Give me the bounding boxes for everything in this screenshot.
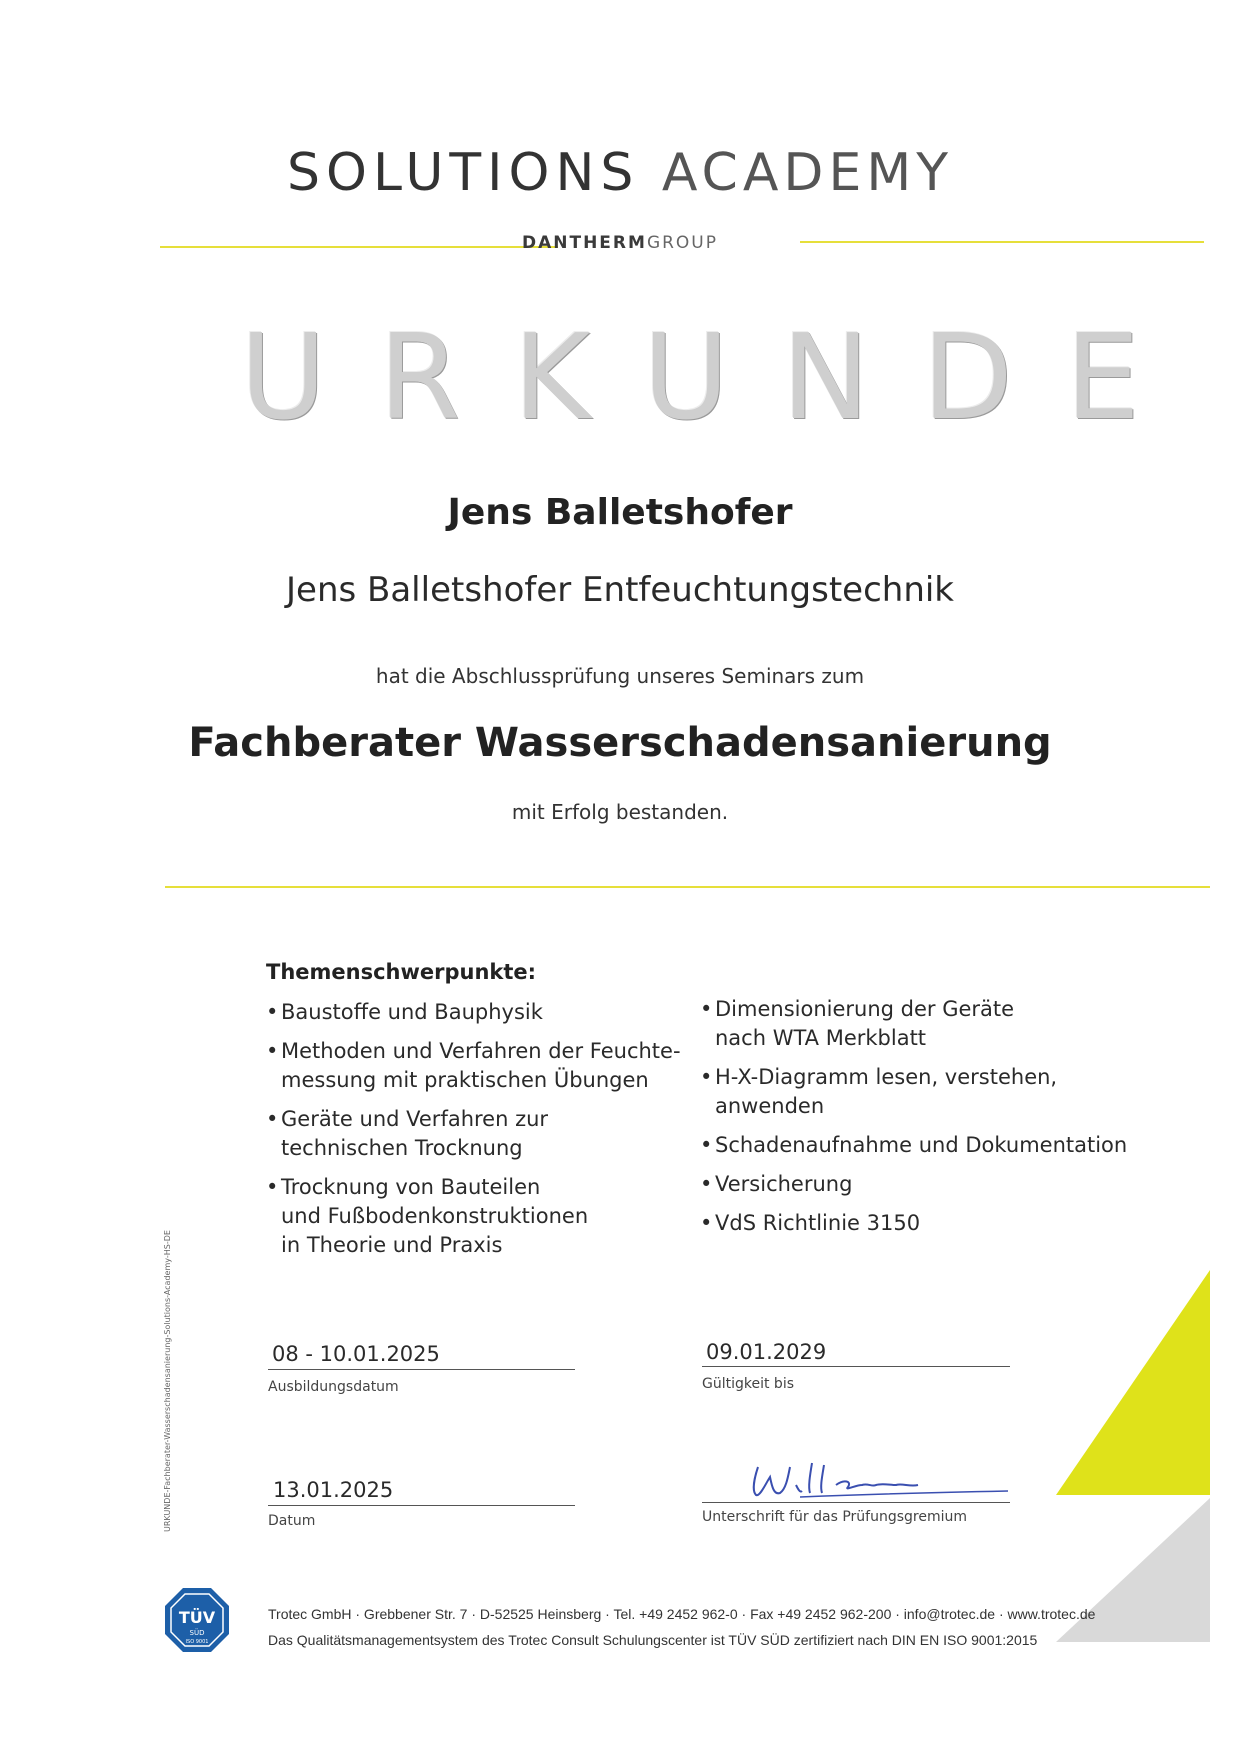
topic-item [266, 1105, 686, 1163]
bullet: • [266, 1000, 279, 1024]
bullet: • [700, 1133, 713, 1157]
signature-image [740, 1455, 1020, 1505]
bullet: • [700, 997, 713, 1021]
valid-until-line [702, 1366, 1010, 1367]
topic-item [266, 998, 686, 1027]
bullet: • [266, 1039, 279, 1063]
topic-text: Trocknung von Bauteilen und Fußbodenkonstruktionen in Theorie und Praxis [281, 1175, 589, 1257]
bullet: • [700, 1172, 713, 1196]
statement-result: mit Erfolg bestanden. [511, 800, 729, 824]
topic-text: Methoden und Verfahren der Feuchte- messung mit praktischen Übungen [281, 1039, 681, 1092]
topic-item [700, 1170, 1140, 1199]
group-label [0, 233, 1240, 253]
topic-item [700, 995, 1140, 1053]
topic-text: VdS Richtlinie 3150 [715, 1211, 921, 1235]
footer-contact: Trotec GmbH · Grebbener Str. 7 · D-52525 Heinsberg · Tel. +49 2452 962-0 · Fax +49 2452 962-200 · info@trotec.de · www.trotec.de [268, 1606, 1096, 1622]
bullet: • [266, 1107, 279, 1131]
title-letter: U [642, 308, 730, 446]
footer-certification: Das Qualitätsmanagementsystem des Trotec Consult Schulungscenter ist TÜV SÜD zertifiziert nach DIN EN ISO 9001:2015 [268, 1632, 1038, 1648]
brand-part-academy: ACADEMY [661, 143, 953, 203]
bullet: • [266, 1175, 279, 1199]
training-date-line [268, 1369, 575, 1370]
training-date-label: Ausbildungsdatum [268, 1379, 399, 1395]
badge-sub-text: SÜD [189, 1629, 205, 1637]
certificate-title [240, 308, 1140, 446]
topics-heading: Themenschwerpunkte: [266, 960, 537, 984]
recipient-company: Jens Balletshofer Entfeuchtungstechnik [286, 570, 954, 610]
topic-text: H-X-Diagramm lesen, verstehen, anwenden [715, 1065, 1058, 1118]
seminar-title: Fachberater Wasserschadensanierung [188, 720, 1052, 766]
topic-item [700, 1131, 1140, 1160]
topic-item [700, 1209, 1140, 1238]
badge-main-text: TÜV [178, 1608, 216, 1627]
signature-line [702, 1502, 1010, 1503]
title-letter: K [513, 308, 591, 446]
brand-title [0, 143, 1240, 203]
group-part-group: GROUP [646, 233, 718, 253]
topic-item [266, 1037, 686, 1095]
section-rule [165, 886, 1210, 888]
side-document-code: URKUNDE-Fachberater-Wasserschadensanierung-Solutions-Academy-HS-DE [163, 1230, 172, 1532]
statement-intro: hat die Abschlussprüfung unseres Seminars zum [375, 664, 865, 688]
recipient-name: Jens Balletshofer [447, 492, 793, 533]
title-letter: R [378, 308, 461, 446]
topic-text: Geräte und Verfahren zur technischen Trocknung [281, 1107, 549, 1160]
title-letter: U [240, 308, 327, 446]
title-letter: D [922, 308, 1014, 446]
decorative-triangles [1050, 1270, 1210, 1650]
valid-until-label: Gültigkeit bis [702, 1376, 794, 1392]
date-label: Datum [268, 1513, 316, 1529]
title-letter: N [781, 308, 870, 446]
group-part-dantherm: DANTHERM [521, 233, 647, 253]
brand-part-solutions: SOLUTIONS [287, 143, 640, 203]
topic-text: Versicherung [715, 1172, 853, 1196]
tuv-certification-badge [162, 1585, 232, 1655]
title-letter: E [1065, 308, 1140, 446]
bullet: • [700, 1211, 713, 1235]
topic-text: Dimensionierung der Geräte nach WTA Merkblatt [715, 997, 1015, 1050]
training-date-value: 08 - 10.01.2025 [272, 1342, 440, 1366]
yellow-triangle [1056, 1270, 1210, 1495]
bullet: • [700, 1065, 713, 1089]
date-line [268, 1505, 575, 1506]
topic-text: Baustoffe und Bauphysik [281, 1000, 543, 1024]
date-value: 13.01.2025 [273, 1478, 394, 1502]
topics-list-right [700, 995, 1140, 1238]
topics-list-left [266, 998, 686, 1260]
topic-text: Schadenaufnahme und Dokumentation [715, 1133, 1128, 1157]
topic-item [266, 1173, 686, 1260]
valid-until-value: 09.01.2029 [706, 1340, 827, 1364]
topic-item [700, 1063, 1140, 1121]
badge-code-text: ISO 9001 [185, 1639, 209, 1645]
signature-label: Unterschrift für das Prüfungsgremium [702, 1509, 967, 1525]
